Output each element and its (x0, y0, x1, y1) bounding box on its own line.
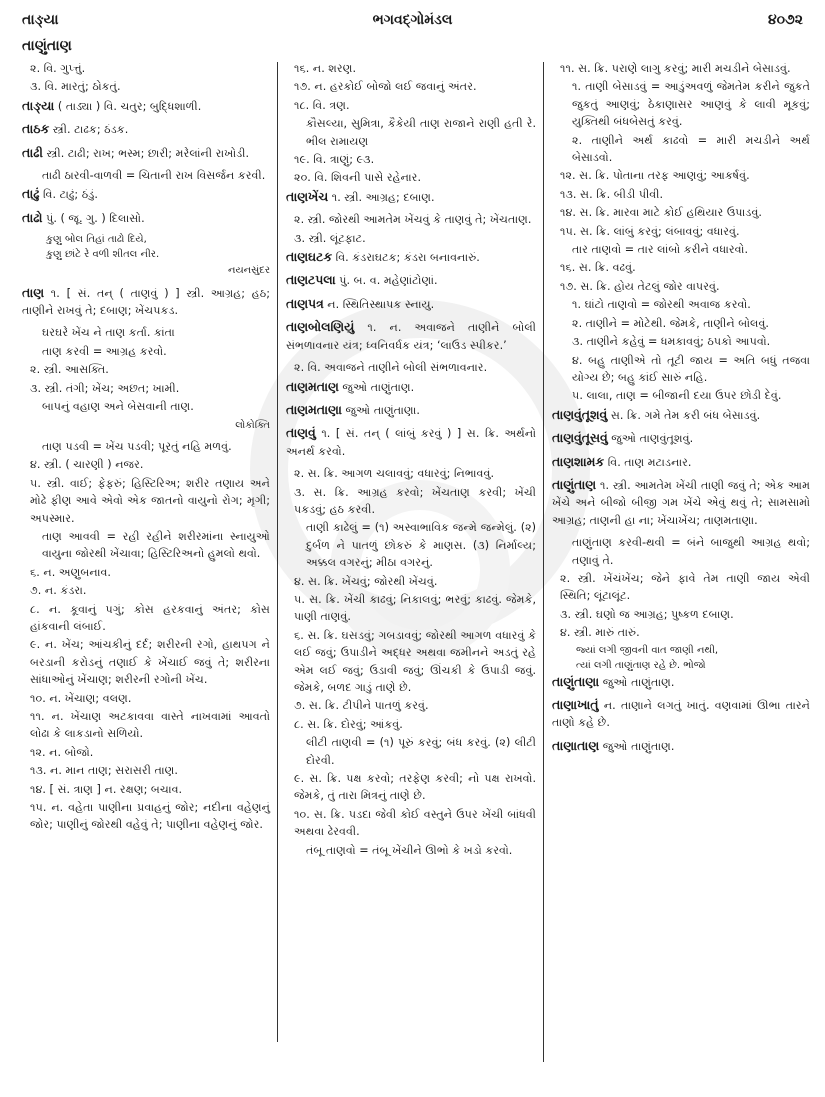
sense-definition: ૩. સ્ત્રી. તંગી; ખેંચ; અછત; ખામી. (30, 381, 180, 395)
dictionary-entry (552, 476, 810, 529)
definition-text: વિ. તાણ મટાડનાર. (604, 455, 692, 469)
sense-definition: ૧૪. સ. ક્રિ. મારવા માટે કોઈ હથિયાર ઉપાડવું. (560, 206, 762, 220)
usage-example: ૨. તાણીને અર્થ કાઢવો = મારી મચડીને અર્થ બેસાડવો. (572, 133, 810, 165)
definition-text: જુઓ તાણવુંતૂશવું. (607, 432, 694, 446)
definition-text: ન. તાણાને લગતું ખાતું. વણવામાં ઊભા તારને તાણો કહે છે. (552, 699, 810, 730)
sense-definition: ૧૧. સ. ક્રિ. પરાણે લાગુ કરવું; મારી મચડીને બેસાડવું. (560, 62, 791, 75)
headword: તાણવું (286, 425, 316, 441)
sense-definition: ૭. ન. કંડરા. (30, 584, 87, 598)
sense-definition: ૪. સ્ત્રી. ( ચારણી ) નજર. (30, 458, 144, 472)
dictionary-entry (552, 737, 810, 755)
definition-text: વિ. કંડરાઘટક; કંડરા બનાવનારું. (332, 251, 480, 265)
column-middle (286, 60, 536, 860)
sense-definition: ૬. ન. અણુબનાવ. (30, 565, 111, 579)
page-header (0, 12, 825, 34)
headword: તાઢી (22, 144, 43, 160)
dictionary-entry (286, 401, 536, 419)
sense-definition: ૧૯. વિ. ત્રાણું; ૯૩. (294, 153, 375, 167)
left-guide-word-2: તાણુંતાણ (22, 38, 72, 54)
headword: તાણાતાણ (552, 737, 600, 753)
sense-definition: ૧૭. ન. હરકોઈ બોજો લઈ જવાનું અંતર. (294, 80, 477, 94)
sense-definition: ૧૮. વિ. ત્રણ. (294, 98, 350, 112)
book-title: ભગવદ્ગોમંડલ (372, 12, 453, 28)
dictionary-entry (286, 378, 536, 396)
sense-definition: ૨. વિ. ગુપ્ત્તું. (30, 62, 86, 75)
definition-text: જુઓ તાણુંતાણ. (599, 739, 675, 753)
sense-definition: ૭. સ. ક્રિ. ટીપીને પાતળું કરવું. (294, 699, 429, 713)
sense-definition: ૧૩. ન. માન તાણ; સરાસરી તાણ. (30, 764, 178, 778)
dictionary-entry (286, 318, 536, 354)
column-right (552, 60, 810, 760)
headword: તાણ (22, 284, 45, 300)
sense-definition: ૧૬. સ. ક્રિ. વઢવું. (560, 261, 636, 275)
sense-definition: ૧૨. સ. ક્રિ. પોતાના તરફ આણવું; આકર્ષવું. (560, 169, 750, 183)
sense-definition: ૧૫. ન. વહેતા પાણીના પ્રવાહનું જોર; નદીના વહેણનું જોર; પાણીનું જોરથી વહેવું તે; પાણીના વહેણનું જોર. (30, 801, 270, 832)
verse-quotation: જ્યાં લગી જીવની વાત જાણી નથી, (576, 644, 719, 656)
dictionary-entry (22, 97, 270, 115)
dictionary-entry (22, 185, 270, 203)
usage-example: તંબૂ તાણવો = તંબૂ ખેંચીને ઊભો કે ખડો કરવો. (306, 843, 513, 857)
definition-text: ૧. [ સં. તન્ ( લાંબું કરવું ) ] સ. ક્રિ. અર્થનો અનર્થ કરવો. (286, 427, 536, 458)
usage-example: કૌસલ્યા, સુમિત્રા, કૈકેયી તાણ રાજાને રાણી હતી રે. ભીલ રામાયણ (306, 117, 536, 148)
sense-definition: ૯. ન. ખેંચ; આંચકીનું દર્દ; શરીરની રગો, હાથપગ ને બરડાની કરોડનું તણાઈ કે ખેંચાઈ જવું તે; શરીરના સાંધાઓનું ખેંચાણ; શરીરની રગોની ખેંચ. (30, 638, 270, 687)
sense-definition: ૨. વિ. અવાજને તાણીને બોલી સંભળાવનાર. (294, 361, 488, 375)
definition-text: સ્ત્રી. ટાઢી; રાખ; ભસ્મ; છારી; મરેલાંની રાખોડી. (42, 146, 250, 160)
column-left (22, 60, 270, 835)
sense-definition: ૩. સ્ત્રી. લૂંટફાટ. (294, 231, 366, 245)
usage-example: તાઢી ઠારવી-વાળવી = ચિતાની રાખ વિસર્જન કરવી. (42, 169, 266, 183)
definition-text: જુઓ તાણુંતાણ. (338, 380, 415, 394)
sense-definition: ૨. સ્ત્રી. જોરથી આમતેમ ખેંચવું કે તાણવું તે; ખેંચતાણ. (294, 213, 532, 227)
dictionary-entry (552, 429, 810, 447)
sense-definition: ૧૧. ન. ખેંચાણ અટકાવવા વાસ્તે નાખવામાં આવતો લોઢા કે લાકડાનો સળિયો. (30, 710, 270, 741)
dictionary-entry (552, 453, 810, 471)
sense-definition: ૩. સ. ક્રિ. આગ્રહ કરવો; ખેંચતાણ કરવી; ખેંચી પકડવું; હઠ કરવી. (294, 485, 536, 516)
headword: તાણબોલણિયું (286, 319, 355, 335)
dictionary-entry (22, 144, 270, 162)
sense-definition: ૧૭. સ. ક્રિ. હોય તેટલું જોર વાપરવું. (560, 279, 720, 293)
dictionary-entry (286, 248, 536, 266)
definition-text: ૧. ન. અવાજને તાણીને બોલી સંભળાવનાર યંત્ર; ધ્વનિવર્ધક યંત્ર; ‘લાઉડ સ્પીકર.’ (286, 321, 536, 352)
sense-definition: ૧૪. [ સં. ત્રાણ ] ન. રક્ષણ; બચાવ. (30, 782, 183, 796)
definition-text: ૧. સ્ત્રી. આમતેમ ખેંચી તાણી જવું તે; એક આમ ખેંચે અને બીજો બીજી ગમ ખેંચે એવું થવું તે; સામસામો આગ્રહ; તાણની હા ના; ખેંચાખેંચ; તાણમતાણા. (552, 478, 810, 527)
usage-example: ૪. બહુ તાણીએ તો તૂટી જાય = અતિ બધું તજવા યોગ્ય છે; બહુ કાંઈ સારું નહિ. (572, 353, 810, 384)
headword: તાણાખાતું (552, 697, 599, 712)
sense-definition: ૨. સ્ત્રી. ખેંચંખેંચ; જેને ફાવે તેમ તાણી જાય એવી સ્થિતિ; લૂંટાલૂંટ. (560, 571, 810, 603)
dictionary-entry (552, 696, 810, 732)
dictionary-entry (286, 424, 536, 460)
headword: તાણશામક (552, 453, 605, 469)
sense-definition: ૧૦. સ. ક્રિ. પડદા જેવી કોઈ વસ્તુને ઉપર ખેંચી બાંધવી અથવા ઢેરવવી. (294, 807, 536, 839)
sense-definition: ૬. સ. ક્રિ. ઘસડવું; ગબડાવવું; જોરથી આગળ વધારવું કે લઈ જવું; ઉપાડીને અદ્ધર અથવા જમીનને અડતું રહે એમ લઈ જવું; ઉડાવી જવું; ઊંચકી કે ઉપાડી જવું. જેમકે, બળદ ગાડું તાણે છે. (294, 628, 536, 694)
usage-example: બાપનું વહાણ અને બેસવાની તાણ. (42, 400, 194, 414)
definition-text: સ્ત્રી. ટાઢક; ઠંડક. (49, 123, 129, 137)
citation-source: લોકોક્તિ (235, 419, 270, 431)
sense-definition: ૧૩. સ. ક્રિ. બીડી પીવી. (560, 187, 664, 201)
usage-example: ઘરઘરે ખેંચ ને તાણ કર્તા. કાંતા (42, 326, 175, 340)
dictionary-entry (286, 295, 536, 313)
sense-definition: ૧૬. ન. શરણ. (294, 62, 357, 75)
left-guide-word: તાઙ્યા (22, 12, 59, 28)
sense-definition: ૫. સ. ક્રિ. ખેંચી કાઢવું; નિકાલવું; ભરવું; કાઢવું. જેમકે, પાણી તાણવું. (294, 592, 536, 624)
headword: તાઢો (22, 209, 43, 225)
definition-text: જુઓ તાણુંતાણ. (599, 675, 675, 689)
headword: તાણમતાણા (286, 401, 342, 417)
headword: તાઢું (22, 186, 40, 202)
dictionary-entry (552, 406, 810, 424)
sense-definition: ૩. વિ. મારતું; ઠોકતું. (30, 80, 121, 94)
usage-example: તાણ આવવી = રહી રહીને શરીરમાંના સ્નાયુઓ વાયુના જોરથી ખેંચાવા; હિસ્ટિરિઅનો હુમલો થવો. (42, 529, 270, 561)
usage-example: તાણી કાઢેલું = (૧) અસ્વાભાવિક જન્મે જન્મેલું. (૨) દુર્બળ ને પાતળું છોકરું કે માણસ. (૩) નિર્માલ્ય; અક્કલ વગરનું; મીઠા વગરનું. (306, 521, 536, 570)
definition-text: વિ. ટાઢું; ઠંડું. (39, 188, 98, 202)
sense-definition: ૯. સ. ક્રિ. પક્ષ કરવો; તરફેણ કરવી; નો પક્ષ રાખવો. જેમકે, તું તારા મિત્રનું તાણે છે. (294, 772, 536, 803)
headword: તાણઘટક (286, 249, 333, 265)
usage-example: લીટી તાણવી = (૧) પૂરું કરવું; બંધ કરવું. (૨) લીટી દોરવી. (306, 736, 536, 767)
dictionary-entry (22, 284, 270, 320)
sense-definition: ૪. સ્ત્રી. મારું તારું. (560, 626, 640, 640)
usage-example: તાર તાણવો = તાર લાંબો કરીને વધારવો. (572, 243, 749, 257)
definition-text: ૧. [ સં. તન્ ( તાણવું ) ] સ્ત્રી. આગ્રહ; હઠ; તાણીને રાખવું તે; દબાણ; ખેંચપકડ. (22, 286, 270, 318)
usage-example: ૧. તાણી બેસાડવું = આડુંઅવળું જેમતેમ કરીને જુકતે જુકતું આણવું; ઠેકાણાસર આણવું કે લાવી મૂકવું; યુક્તિથી બંધબેસતું કરવું. (572, 80, 810, 129)
headword: તાણુંતાણ (552, 476, 597, 492)
sense-definition: ૧૦. ન. ખેંચાણ; વલણ. (30, 691, 132, 705)
usage-example: તાણુંતાણ કરવી-થવી = બંને બાજુથી આગ્રહ થવો; તણાવું તે. (572, 536, 810, 567)
definition-text: પું. ( જૂ. ગુ. ) દિલાસો. (42, 211, 145, 225)
headword: તાણવુંતૂશવું (552, 406, 608, 422)
usage-example: તાણ કરવી = આગ્રહ કરવો. (42, 344, 167, 358)
usage-example: તાણ પડવી = ખેંચ પડવી; પૂરતું નહિ મળવું. (42, 439, 232, 453)
sense-definition: ૨. સ્ત્રી. આસક્તિ. (30, 363, 109, 377)
headword: તાણમતાણ (286, 378, 339, 394)
headword: તાણખેંચ (286, 188, 329, 204)
sense-definition: ૪. સ. ક્રિ. ખેંચવું; જોરથી ખેંચવું. (294, 574, 438, 588)
dictionary-entry (22, 120, 270, 138)
verse-quotation: ત્યાં લગી તાણુંતાણ રહે છે. ભોજો (576, 659, 706, 671)
usage-example: ૨. તાણીને = મોટેથી. જેમકે, તાણીને બોલવું. (572, 316, 769, 330)
definition-text: ન. સ્થિતિસ્થાપક સ્નાયુ. (323, 297, 435, 311)
headword: તાઠક (22, 121, 50, 137)
headword: તાણપત્ર (286, 295, 324, 311)
usage-example: ૫. લાલા, તાણ = બીજાની દયા ઉપર છોડી દેવું. (572, 389, 782, 403)
verse-quotation: કુણુ બોલ તિહાં તાઢો દિયે, (46, 234, 147, 246)
sense-definition: ૮. સ. ક્રિ. દોરવું; આંકવું. (294, 717, 403, 731)
headword: તાણુંતાણા (552, 673, 600, 689)
definition-text: પું. બ. વ. મહેણાંટોણાં. (335, 274, 438, 288)
sense-definition: ૧૫. સ. ક્રિ. લાંબું કરવું; લંબાવવું; વધારવું. (560, 224, 740, 238)
headword: તાણવુંતૂસવું (552, 430, 608, 446)
definition-text: સ. ક્રિ. ગમે તેમ કરી બંધ બેસાડવું. (607, 408, 761, 422)
sense-definition: ૨૦. વિ. શિવની પાસે રહેનાર. (294, 171, 422, 185)
dictionary-entry (286, 188, 536, 206)
citation-source: નયનસુંદર (228, 265, 270, 277)
sense-definition: ૧૨. ન. બોજો. (30, 745, 94, 759)
definition-text: ૧. સ્ત્રી. આગ્રહ; દબાણ. (328, 190, 435, 204)
page-number: ૪૦૭૨ (767, 12, 803, 28)
dictionary-entry (22, 209, 270, 227)
definition-text: ( તાડ્યા ) વિ. ચતુર; બુદ્ધિશાળી. (54, 99, 202, 113)
headword: તાઙ્યા (22, 97, 55, 113)
dictionary-entry (286, 271, 536, 289)
dictionary-entry (552, 673, 810, 691)
headword: તાણટપલા (286, 272, 336, 288)
sense-definition: ૮. ન. કૂવાનું પગું; કોસ હરકવાનું અંતર; કોસ હાંકવાની લંબાઈ. (30, 602, 270, 633)
sense-definition: ૨. સ. ક્રિ. આગળ ચલાવવું; વધારવું; નિભાવવું. (294, 467, 495, 481)
definition-text: જુઓ તાણુંતાણા. (341, 403, 420, 417)
verse-quotation: કુણુ છાંટે રે વળી શીતલ નીર. (46, 249, 160, 261)
usage-example: ૧. ઘાંટો તાણવો = જોરથી અવાજ કરવો. (572, 298, 751, 312)
sense-definition: ૫. સ્ત્રી. વાઈ; ફેફરું; હિસ્ટિરિઅ; શરીર તણાય અને મોઢે ફીણ આવે એવો એક જાતનો વાયુનો રોગ; મૃગી; અપસ્માર. (30, 476, 270, 525)
sense-definition: ૩. સ્ત્રી. ઘણો જ આગ્રહ; પુષ્કળ દબાણ. (560, 607, 734, 621)
usage-example: ૩. તાણીને કહેવું = ધમકાવવું; ઠપકો આપવો. (572, 335, 771, 349)
dictionary-columns (0, 60, 825, 1090)
